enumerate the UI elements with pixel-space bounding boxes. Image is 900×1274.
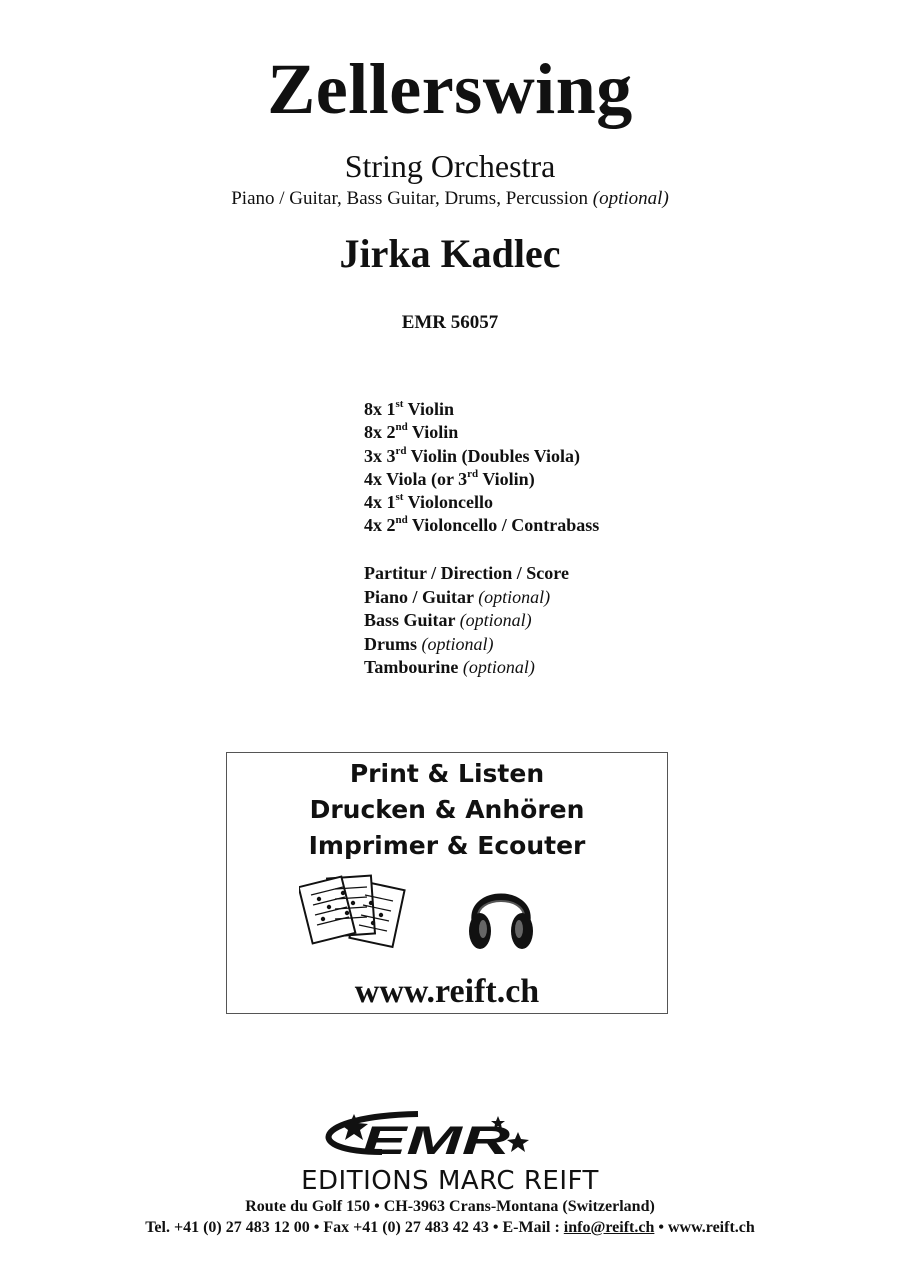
extra-name: Tambourine [364, 657, 459, 677]
publisher-address: Route du Golf 150 • CH-3963 Crans-Montana (Switzerland) [245, 1198, 655, 1215]
instrumentation-optional: (optional) [592, 188, 669, 209]
extra-name: Bass Guitar [364, 610, 456, 630]
email-link[interactable]: info@reift.ch [563, 1219, 655, 1236]
catalog-number: EMR 56057 [401, 312, 499, 333]
part-ordinal: rd [467, 467, 479, 480]
part-text: 8x 2 [364, 422, 396, 443]
part-ordinal: st [395, 491, 404, 504]
extra-optional: (optional) [462, 657, 535, 677]
part-text: 8x 1 [364, 399, 396, 419]
contact-phone-fax: Tel. +41 (0) 27 483 12 00 • Fax +41 (0) 27 483 42 43 • E-Mail : [145, 1219, 564, 1236]
emr-logo [300, 1108, 600, 1164]
extra-row [364, 633, 569, 657]
extra-row [364, 562, 569, 586]
promo-line-fr: Imprimer & Ecouter [308, 831, 586, 860]
extra-optional: (optional) [459, 610, 532, 630]
part-text: Violin [407, 422, 459, 443]
part-text: 4x 2 [364, 515, 396, 536]
logo-text: EMR [362, 1119, 511, 1163]
part-text: 4x 1 [364, 492, 396, 513]
parts-list [364, 398, 599, 538]
promo-line-en: Print & Listen [349, 759, 545, 788]
extra-row [364, 586, 569, 610]
extra-row [364, 609, 569, 633]
headphones-icon [465, 875, 537, 953]
extra-name: Partitur / Direction / Score [364, 563, 569, 583]
part-row [364, 468, 599, 491]
subtitle: String Orchestra [344, 148, 556, 184]
part-ordinal: nd [395, 421, 408, 434]
part-row [364, 398, 599, 421]
composer-name: Jirka Kadlec [339, 231, 561, 276]
instrumentation-main: Piano / Guitar, Bass Guitar, Drums, Percussion [231, 188, 589, 209]
promo-line-de: Drucken & Anhören [309, 795, 585, 824]
extra-optional: (optional) [478, 586, 551, 607]
part-text: Violoncello [403, 492, 493, 513]
part-text: Violin (Doubles Viola) [406, 445, 581, 466]
extra-parts-list [364, 562, 569, 680]
part-row [364, 421, 599, 444]
part-text: Violoncello / Contrabass [407, 515, 600, 536]
extra-name: Drums [364, 633, 417, 654]
publisher-contact [0, 1219, 900, 1237]
instrumentation-line [0, 188, 900, 210]
publisher-name: EDITIONS MARC REIFT [301, 1166, 599, 1196]
part-text: Violin) [478, 468, 535, 489]
part-ordinal: rd [395, 444, 407, 457]
page-title: Zellerswing [267, 49, 633, 129]
part-row [364, 514, 599, 537]
part-text: Violin [403, 399, 454, 419]
part-row [364, 445, 599, 468]
promo-url[interactable]: www.reift.ch [354, 973, 540, 1010]
part-ordinal: nd [395, 514, 408, 527]
part-ordinal: st [395, 398, 404, 410]
extra-name: Piano / Guitar [364, 586, 474, 607]
sheet-music-icon [299, 871, 411, 951]
part-row [364, 491, 599, 514]
contact-website[interactable]: • www.reift.ch [654, 1219, 755, 1236]
part-text: 3x 3 [364, 445, 396, 466]
extra-row [364, 656, 569, 680]
part-text: 4x Viola (or 3 [364, 468, 468, 489]
extra-optional: (optional) [421, 633, 494, 654]
print-listen-box [226, 752, 668, 1014]
